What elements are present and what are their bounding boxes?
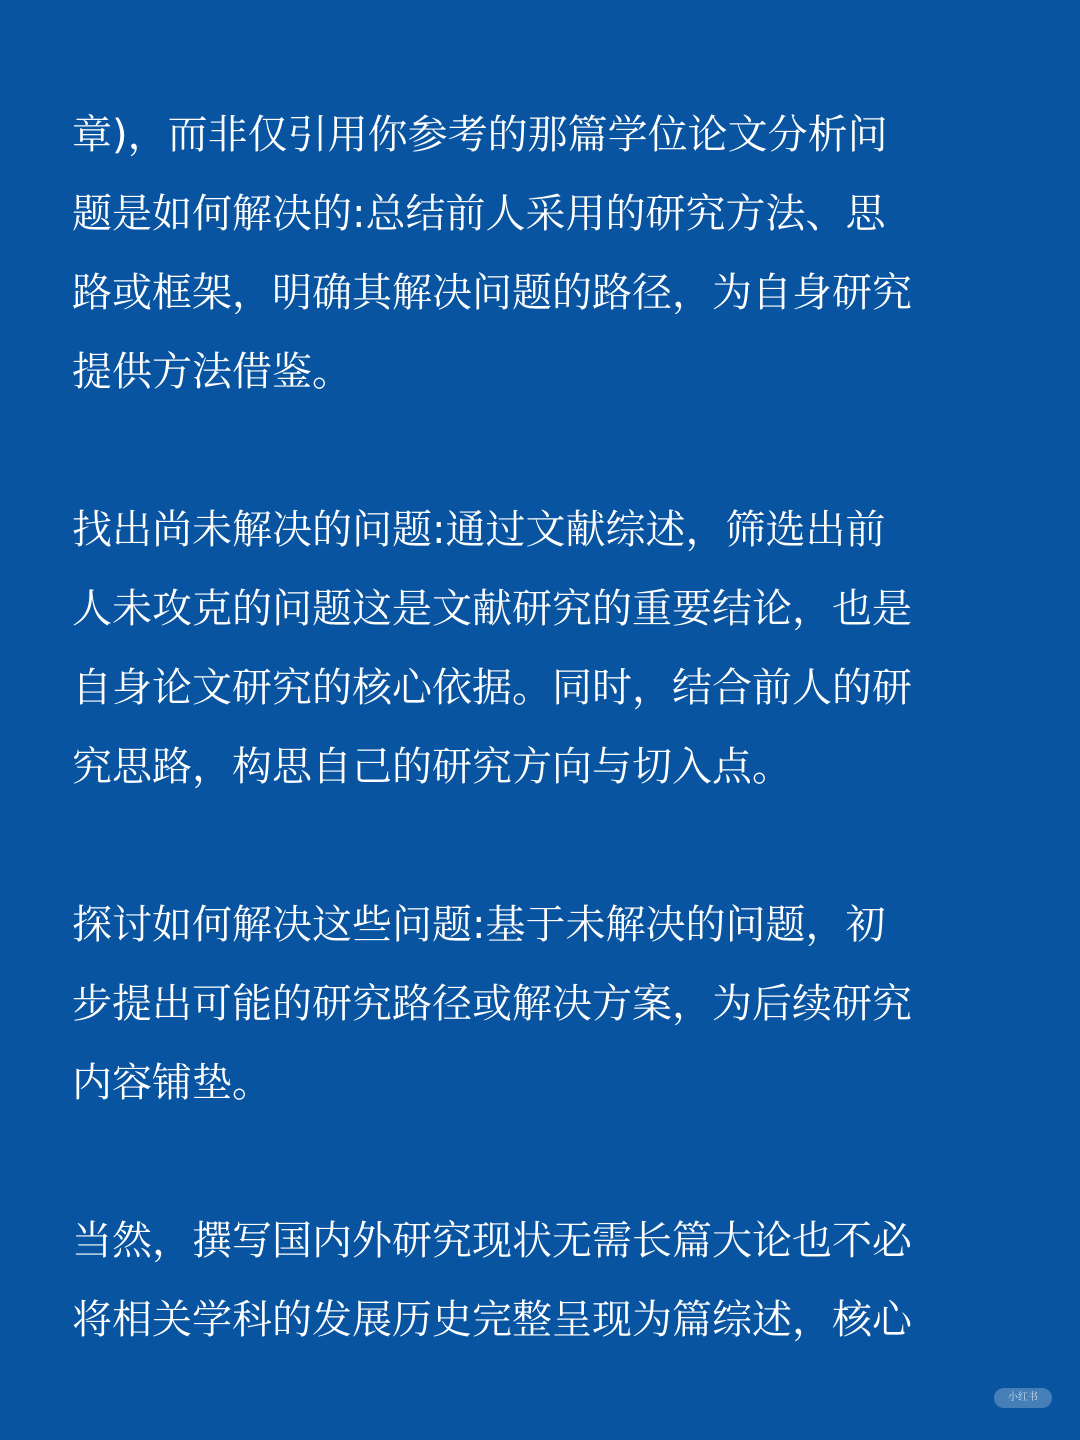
text-line: 路或框架，明确其解决问题的路径，为自身研究	[72, 270, 912, 316]
text-line: 将相关学科的发展历史完整呈现为篇综述，核心	[72, 1297, 912, 1343]
text-line: 找出尚未解决的问题:通过文献综述，筛选出前	[72, 507, 886, 553]
text-line: 提供方法借鉴。	[72, 349, 352, 395]
text-line: 章)，而非仅引用你参考的那篇学位论文分析问	[72, 112, 888, 158]
paragraph-method-analysis	[72, 96, 1012, 412]
paragraph-unsolved-problems	[72, 491, 1012, 807]
paragraph-conclusion	[72, 1202, 1012, 1360]
text-line: 人未攻克的问题这是文献研究的重要结论，也是	[72, 586, 912, 632]
text-line: 自身论文研究的核心依据。同时，结合前人的研	[72, 665, 912, 711]
text-line: 内容铺垫。	[72, 1060, 272, 1106]
paragraph-spacer	[72, 807, 1012, 886]
text-line: 当然，撰写国内外研究现状无需长篇大论也不必	[72, 1218, 912, 1264]
paragraph-solutions	[72, 886, 1012, 1123]
text-line: 步提出可能的研究路径或解决方案，为后续研究	[72, 981, 912, 1027]
paragraph-spacer	[72, 412, 1012, 491]
text-line: 题是如何解决的:总结前人采用的研究方法、思	[72, 191, 886, 237]
watermark-text: 小红书	[1008, 1392, 1038, 1403]
text-line: 探讨如何解决这些问题:基于未解决的问题，初	[72, 902, 886, 948]
article-body	[72, 96, 1012, 1360]
paragraph-spacer	[72, 1123, 1012, 1202]
watermark-logo	[994, 1388, 1052, 1408]
text-line: 究思路，构思自己的研究方向与切入点。	[72, 744, 792, 790]
